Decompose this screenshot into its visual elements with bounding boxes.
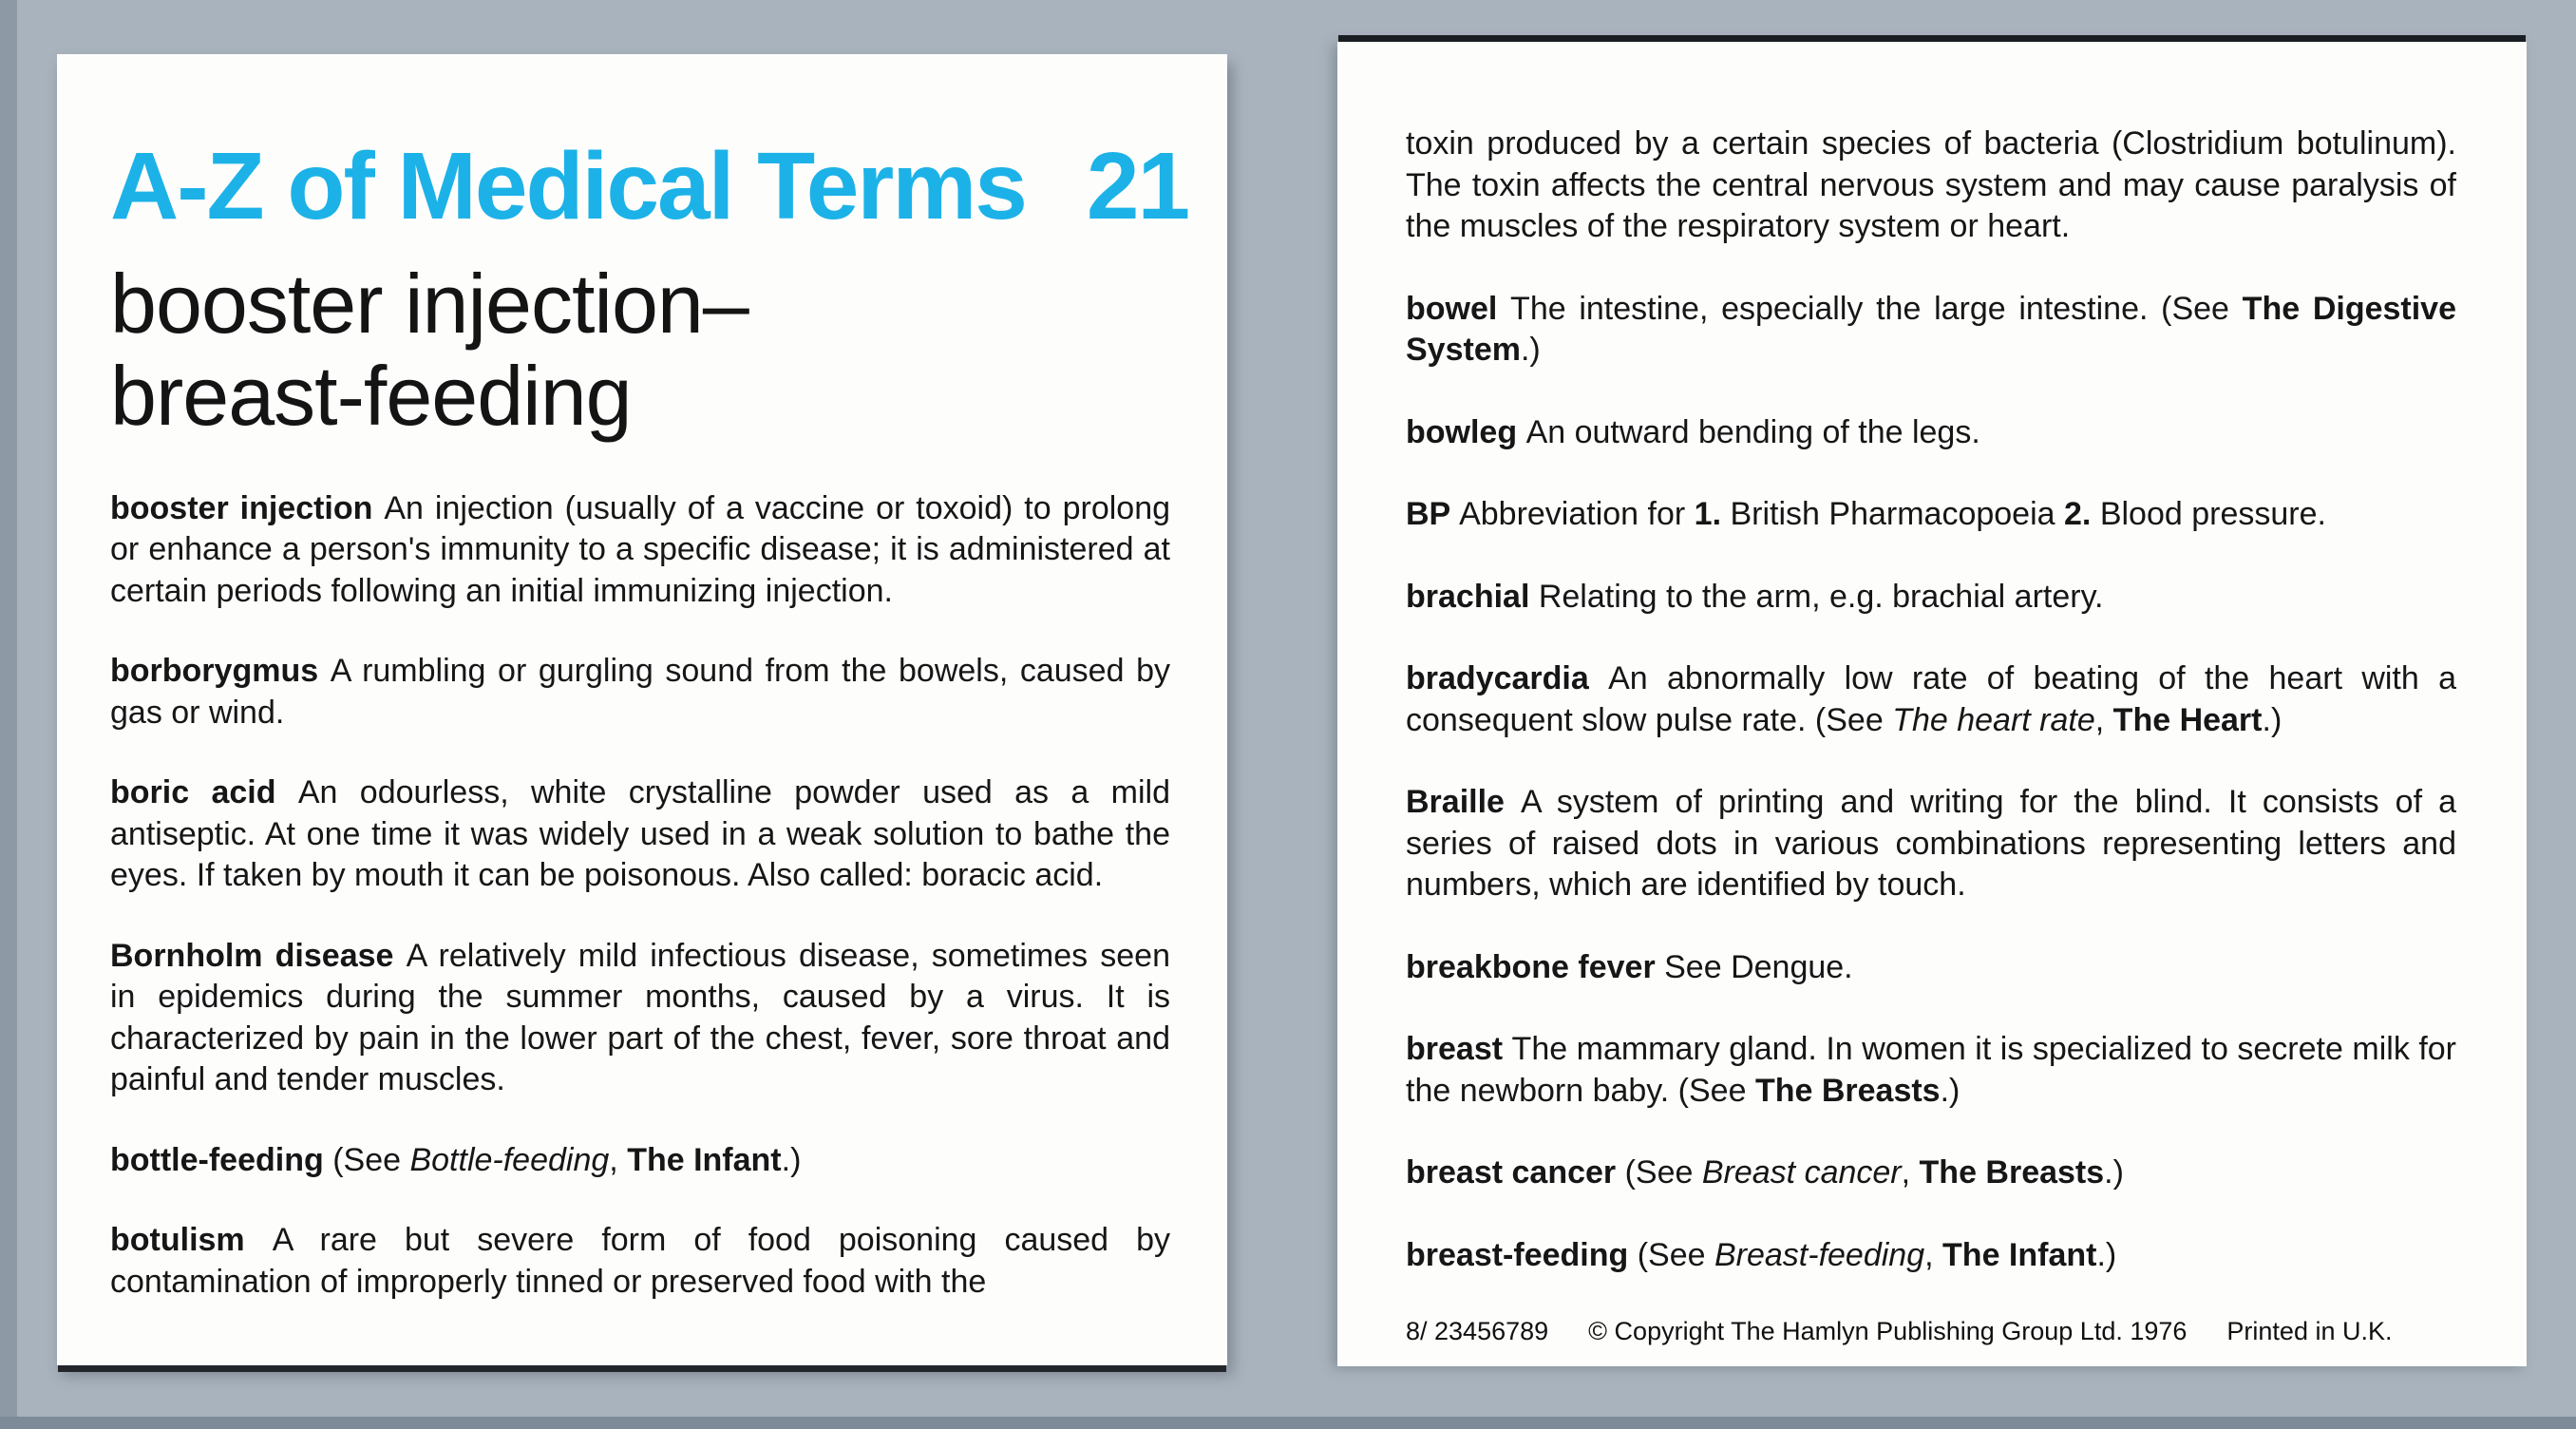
entry-text: An odourless, white crystalline powder used as a mild antiseptic. At one time it was widely used in a weak solution to bathe the eyes. If taken by mouth it can be poisonous. Also called: boracic acid. bbox=[110, 774, 1170, 894]
card-back bbox=[1337, 42, 2527, 1366]
entry-text: , bbox=[609, 1141, 628, 1178]
entry-term-or-xref: bradycardia bbox=[1406, 660, 1609, 697]
dictionary-entry bbox=[1406, 782, 2456, 906]
imprint-row bbox=[1406, 1317, 2456, 1346]
range-title bbox=[110, 258, 1170, 443]
entry-text: .) bbox=[2104, 1154, 2124, 1191]
entry-text: , bbox=[2094, 701, 2113, 738]
entry-text: .) bbox=[1940, 1072, 1960, 1109]
entry-text: A rumbling or gurgling sound from the bowels, caused by gas or wind. bbox=[110, 653, 1170, 731]
entry-term-or-xref: Bornholm disease bbox=[110, 937, 407, 974]
entry-text: A relatively mild infectious disease, sometimes seen in epidemics during the summer months, caused by a virus. It is characterized by pain in the lower part of the chest, fever, sore throat and painful and tender muscles. bbox=[110, 937, 1170, 1098]
entry-term-or-xref: bowleg bbox=[1406, 413, 1526, 450]
entry-text: An abnormally low rate of beating of the heart with a consequent slow pulse rate. (See bbox=[1406, 660, 2456, 738]
entry-text: (See bbox=[332, 1141, 410, 1178]
series-title-row bbox=[110, 132, 1189, 241]
entry-text: Breast cancer bbox=[1701, 1154, 1902, 1191]
dictionary-entry bbox=[110, 936, 1170, 1101]
entry-text: .) bbox=[2262, 701, 2282, 738]
entry-text: The mammary gland. In women it is specialized to secrete milk for the newborn baby. (See bbox=[1406, 1031, 2456, 1109]
entry-term-or-xref: 1. bbox=[1694, 496, 1731, 533]
entry-text: .) bbox=[781, 1141, 802, 1178]
back-entries bbox=[1406, 124, 2456, 1276]
entry-text: An injection (usually of a vaccine or toxoid) to prolong or enhance a person's immunity to a specific disease; it is administered at certain periods following an initial immunizing injection. bbox=[110, 489, 1171, 609]
entry-text: Blood pressure. bbox=[2099, 496, 2326, 533]
dictionary-entry bbox=[1406, 412, 2456, 454]
dictionary-entry bbox=[1406, 1029, 2456, 1112]
dictionary-entry bbox=[110, 1140, 1170, 1182]
entry-term-or-xref: The Breasts bbox=[1754, 1072, 1941, 1109]
entry-term-or-xref: Braille bbox=[1406, 784, 1521, 821]
dictionary-entry bbox=[110, 772, 1170, 897]
series-title: A-Z of Medical Terms bbox=[110, 133, 1026, 239]
entry-term-or-xref: breast cancer bbox=[1406, 1154, 1625, 1191]
entry-text: (See bbox=[1624, 1154, 1702, 1191]
entry-text: , bbox=[1924, 1236, 1943, 1273]
entry-term-or-xref: bottle-feeding bbox=[110, 1141, 333, 1178]
dictionary-entry bbox=[1406, 124, 2456, 248]
entry-term-or-xref: breast-feeding bbox=[1406, 1236, 1638, 1273]
dictionary-entry bbox=[1406, 1235, 2456, 1277]
entry-term-or-xref: BP bbox=[1406, 496, 1460, 533]
dictionary-entry bbox=[110, 1220, 1170, 1303]
entry-text: .) bbox=[2096, 1236, 2117, 1273]
front-entries bbox=[110, 488, 1170, 1304]
entry-text: , bbox=[1901, 1154, 1920, 1191]
entry-term-or-xref: The Infant bbox=[1942, 1236, 2097, 1273]
range-title-line1: booster injection– bbox=[110, 257, 748, 351]
entry-term-or-xref: booster injection bbox=[110, 489, 385, 526]
entry-text: The intestine, especially the large intestine. (See bbox=[1510, 290, 2243, 327]
entry-term-or-xref: breakbone fever bbox=[1406, 948, 1665, 985]
entry-text: (See bbox=[1637, 1236, 1714, 1273]
dictionary-entry bbox=[1406, 289, 2456, 372]
entry-term-or-xref: boric acid bbox=[110, 774, 298, 811]
entry-term-or-xref: botulism bbox=[110, 1222, 273, 1259]
entry-term-or-xref: The Breasts bbox=[1919, 1154, 2105, 1191]
imprint-code: 8/ 23456789 bbox=[1406, 1317, 1549, 1346]
scan-edge-left bbox=[0, 0, 17, 1429]
entry-text: A system of printing and writing for the blind. It consists of a series of raised dots in various combinations representing letters and numbers, which are identified by touch. bbox=[1406, 784, 2456, 904]
dictionary-entry bbox=[1406, 947, 2456, 989]
imprint-copyright: © Copyright The Hamlyn Publishing Group Ltd. 1976 bbox=[1588, 1317, 2188, 1346]
dictionary-entry bbox=[1406, 494, 2456, 536]
dictionary-entry bbox=[110, 651, 1170, 734]
dictionary-entry bbox=[1406, 658, 2456, 741]
entry-term-or-xref: breast bbox=[1406, 1031, 1512, 1068]
entry-text: See Dengue. bbox=[1664, 948, 1853, 985]
entry-text: An outward bending of the legs. bbox=[1525, 413, 1980, 450]
entry-term-or-xref: The Digestive System bbox=[1406, 290, 2456, 369]
entry-text: Breast-feeding bbox=[1714, 1236, 1925, 1273]
entry-term-or-xref: 2. bbox=[2064, 496, 2100, 533]
entry-term-or-xref: brachial bbox=[1406, 578, 1539, 615]
entry-term-or-xref: The Heart bbox=[2112, 701, 2263, 738]
card-front bbox=[57, 54, 1227, 1365]
entry-term-or-xref: borborygmus bbox=[110, 653, 331, 690]
entry-text: Relating to the arm, e.g. brachial artery. bbox=[1538, 578, 2104, 615]
dictionary-entry bbox=[1406, 1153, 2456, 1194]
scan-edge-bottom bbox=[0, 1417, 2576, 1429]
series-number: 21 bbox=[1086, 133, 1189, 239]
dictionary-entry bbox=[1406, 577, 2456, 619]
entry-text: Bottle-feeding bbox=[409, 1141, 610, 1178]
range-title-line2: breast-feeding bbox=[110, 348, 632, 443]
entry-text: British Pharmacopoeia bbox=[1730, 496, 2064, 533]
entry-text: .) bbox=[1520, 332, 1541, 369]
entry-term-or-xref: bowel bbox=[1406, 290, 1511, 327]
entry-term-or-xref: The Infant bbox=[627, 1141, 782, 1178]
entry-text: toxin produced by a certain species of bacteria (Clostridium botulinum). The toxin affects the central nervous system and may cause paralysis of the muscles of the respiratory system or heart. bbox=[1406, 125, 2456, 245]
dictionary-entry bbox=[110, 488, 1170, 613]
imprint-printed: Printed in U.K. bbox=[2226, 1317, 2393, 1346]
entry-text: Abbreviation for bbox=[1459, 496, 1695, 533]
entry-text: The heart rate bbox=[1892, 701, 2095, 738]
entry-text: A rare but severe form of food poisoning caused by contamination of improperly tinned or preserved food with the bbox=[110, 1222, 1171, 1300]
